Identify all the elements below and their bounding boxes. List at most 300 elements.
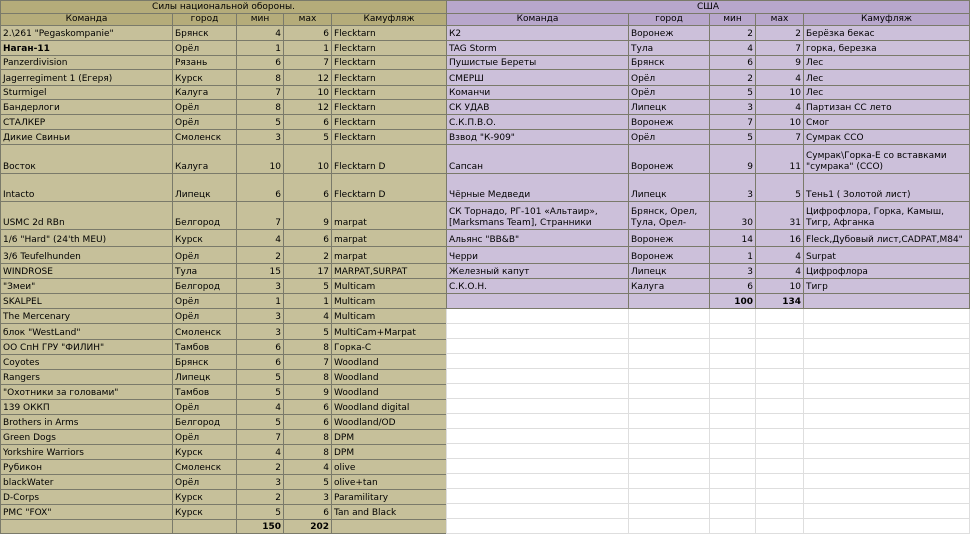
totals-row [447,294,970,309]
city-cell: Орёл [173,247,237,264]
camo-cell: Flecktarn [332,26,447,41]
empty-cell [447,339,629,354]
table-row [1,174,447,202]
min-cell: 6 [710,279,756,294]
table-row [447,100,970,115]
team-cell: Пушистые Береты [447,56,629,70]
table-row [447,130,970,145]
min-cell: 1 [710,247,756,264]
team-cell: СМЕРШ [447,70,629,86]
team-cell: ОО СпН ГРУ "ФИЛИН" [1,340,173,355]
table-row [447,115,970,130]
min-cell: 7 [237,86,284,100]
team-cell: Команчи [447,86,629,100]
max-cell: 6 [284,505,332,520]
min-cell: 3 [237,475,284,490]
empty-cell [629,414,710,429]
table-row [1,100,447,115]
min-cell: 8 [237,100,284,115]
empty-row [447,384,970,399]
team-cell: Восток [1,145,173,174]
min-cell: 3 [237,279,284,294]
total-max: 134 [756,294,804,309]
empty-cell [447,294,629,309]
empty-cell [804,384,970,399]
max-cell: 1 [284,41,332,56]
table-row [1,415,447,430]
city-cell: Калуга [173,86,237,100]
max-cell: 6 [284,26,332,41]
city-cell: Тамбов [173,340,237,355]
table-row [447,230,970,247]
table-row [1,324,447,340]
table-row [447,86,970,100]
team-cell: 3/6 Teufelhunden [1,247,173,264]
table-row [1,145,447,174]
empty-cell [710,474,756,489]
usa-table [446,0,970,534]
max-cell: 6 [284,115,332,130]
camo-cell: Flecktarn [332,70,447,86]
max-cell: 3 [284,490,332,505]
empty-cell [804,519,970,534]
empty-cell [710,309,756,324]
camo-cell: горка, березка [804,41,970,56]
empty-cell [756,339,804,354]
team-cell: The Mercenary [1,309,173,324]
camo-cell: Сумрак\Горка-Е со вставками "сумрака" (ССО) [804,145,970,174]
empty-cell [710,429,756,444]
camo-cell: marpat [332,247,447,264]
max-cell: 8 [284,340,332,355]
max-cell: 10 [756,115,804,130]
max-cell: 5 [284,475,332,490]
empty-cell [710,369,756,384]
min-cell: 4 [237,445,284,460]
team-cell: СК Торнадо, РГ-101 «Альтаир», [Marksmans Team], Странники [447,202,629,230]
empty-cell [756,354,804,369]
empty-cell [710,399,756,414]
max-cell: 8 [284,370,332,385]
city-cell: Воронеж [629,230,710,247]
max-cell: 10 [756,279,804,294]
min-cell: 4 [237,26,284,41]
empty-row [447,309,970,324]
camo-cell: Flecktarn [332,100,447,115]
max-cell: 10 [284,86,332,100]
table-row [1,355,447,370]
min-cell: 3 [237,130,284,145]
team-cell: Panzerdivision [1,56,173,70]
table-row [447,70,970,86]
empty-cell [629,474,710,489]
empty-cell [629,399,710,414]
camo-cell: Цифрофлора, Горка, Камыш, Тигр, Афганка [804,202,970,230]
city-cell: Смоленск [173,324,237,340]
team-cell: 1/6 "Hard" (24'th MEU) [1,230,173,247]
min-cell: 9 [710,145,756,174]
table-row [447,41,970,56]
table-row [1,56,447,70]
team-cell: С.К.П.В.О. [447,115,629,130]
max-cell: 6 [284,415,332,430]
team-cell: Наган-11 [1,41,173,56]
empty-cell [447,324,629,339]
max-cell: 9 [756,56,804,70]
city-cell: Рязань [173,56,237,70]
max-cell: 9 [284,202,332,230]
max-cell: 5 [756,174,804,202]
camo-cell: DPM [332,445,447,460]
team-cell: Сапсан [447,145,629,174]
min-cell: 2 [710,26,756,41]
empty-cell [447,444,629,459]
camo-cell: Woodland digital [332,400,447,415]
city-cell: Смоленск [173,130,237,145]
city-cell: Орёл [173,115,237,130]
min-cell: 6 [237,340,284,355]
city-cell: Брянск [629,56,710,70]
empty-row [447,429,970,444]
camo-cell: Партизан СС лето [804,100,970,115]
min-cell: 6 [237,355,284,370]
city-cell: Курск [173,445,237,460]
team-cell: Intacto [1,174,173,202]
max-cell: 6 [284,174,332,202]
empty-cell [629,429,710,444]
empty-cell [804,369,970,384]
max-cell: 4 [284,460,332,475]
max-cell: 2 [756,26,804,41]
team-cell: 2.\261 "Pegaskompanie" [1,26,173,41]
empty-cell [804,309,970,324]
camo-cell: Flecktarn [332,41,447,56]
table-row [1,400,447,415]
team-cell: USMC 2d RBn [1,202,173,230]
empty-cell [629,519,710,534]
team-cell: WINDROSE [1,264,173,279]
empty-cell [629,504,710,519]
empty-cell [804,294,970,309]
camo-cell: Fleck,Дубовый лист,CADPAT,M84" [804,230,970,247]
empty-cell [447,414,629,429]
table-row [1,70,447,86]
empty-cell [710,339,756,354]
table-row [1,279,447,294]
table-row [1,460,447,475]
table-row [1,294,447,309]
empty-cell [804,459,970,474]
max-cell: 7 [284,355,332,370]
min-cell: 2 [237,460,284,475]
team-cell: Yorkshire Warriors [1,445,173,460]
camo-cell: Woodland [332,385,447,400]
max-cell: 4 [756,264,804,279]
max-cell: 12 [284,100,332,115]
empty-cell [804,489,970,504]
camo-cell: MARPAT,SURPAT [332,264,447,279]
camo-cell: Берёзка бекас [804,26,970,41]
city-cell: Орёл [173,430,237,445]
max-cell: 7 [284,56,332,70]
empty-cell [710,504,756,519]
table-row [1,26,447,41]
total-max: 202 [284,520,332,534]
empty-cell [173,520,237,534]
team-cell: SKALPEL [1,294,173,309]
table-row [1,475,447,490]
empty-cell [447,474,629,489]
team-cell: Бандерлоги [1,100,173,115]
empty-cell [629,459,710,474]
empty-cell [710,489,756,504]
city-cell: Воронеж [629,145,710,174]
team-cell: Coyotes [1,355,173,370]
empty-cell [447,309,629,324]
empty-cell [710,414,756,429]
team-cell: С.К.О.Н. [447,279,629,294]
city-cell: Брянск [173,355,237,370]
empty-row [447,444,970,459]
min-cell: 5 [710,86,756,100]
camo-cell: Woodland [332,370,447,385]
empty-row [447,339,970,354]
table-row [1,309,447,324]
max-cell: 4 [284,309,332,324]
city-cell: Тамбов [173,385,237,400]
empty-cell [447,504,629,519]
max-cell: 16 [756,230,804,247]
empty-cell [447,369,629,384]
city-cell: Орёл [173,100,237,115]
empty-cell [629,354,710,369]
empty-cell [332,520,447,534]
empty-cell [756,489,804,504]
team-cell: Чёрные Медведи [447,174,629,202]
empty-cell [447,399,629,414]
city-cell: Орёл [629,70,710,86]
team-cell: Sturmigel [1,86,173,100]
team-cell: blackWater [1,475,173,490]
team-cell: "Змеи" [1,279,173,294]
camo-cell: Горка-С [332,340,447,355]
city-cell: Липецк [173,174,237,202]
total-min: 100 [710,294,756,309]
team-cell: СК УДАВ [447,100,629,115]
table-row [447,26,970,41]
table-row [1,490,447,505]
city-cell: Липецк [629,264,710,279]
empty-cell [629,309,710,324]
header-camo: Камуфляж [332,14,447,26]
empty-cell [756,324,804,339]
min-cell: 8 [237,70,284,86]
city-cell: Смоленск [173,460,237,475]
table-row [447,56,970,70]
city-cell: Курск [173,230,237,247]
min-cell: 3 [710,100,756,115]
nato-defense-table [0,0,447,534]
empty-cell [756,519,804,534]
camo-cell: Multicam [332,294,447,309]
city-cell: Брянск, Орел, Тула, Орел- [629,202,710,230]
min-cell: 5 [237,385,284,400]
empty-cell [756,369,804,384]
table-row [447,174,970,202]
camo-cell: Woodland/OD [332,415,447,430]
city-cell: Белгород [173,279,237,294]
city-cell: Белгород [173,202,237,230]
table-row [1,247,447,264]
team-cell: Дикие Свиньи [1,130,173,145]
camo-cell: Flecktarn [332,130,447,145]
empty-cell [756,444,804,459]
total-min: 150 [237,520,284,534]
empty-cell [1,520,173,534]
empty-cell [447,429,629,444]
empty-cell [629,324,710,339]
team-cell: Green Dogs [1,430,173,445]
empty-cell [756,309,804,324]
table-row [1,385,447,400]
city-cell: Тула [173,264,237,279]
min-cell: 2 [710,70,756,86]
max-cell: 4 [756,100,804,115]
min-cell: 5 [237,415,284,430]
city-cell: Тула [629,41,710,56]
city-cell: Воронеж [629,115,710,130]
min-cell: 3 [710,264,756,279]
camo-cell: Multicam [332,279,447,294]
city-cell: Курск [173,505,237,520]
empty-row [447,504,970,519]
city-cell: Калуга [629,279,710,294]
table-row [1,430,447,445]
min-cell: 1 [237,294,284,309]
camo-cell: Лес [804,56,970,70]
camo-cell: Flecktarn [332,86,447,100]
city-cell: Липецк [173,370,237,385]
min-cell: 6 [710,56,756,70]
max-cell: 10 [284,145,332,174]
min-cell: 2 [237,490,284,505]
camo-cell: Цифрофлора [804,264,970,279]
min-cell: 30 [710,202,756,230]
empty-cell [710,384,756,399]
empty-cell [756,504,804,519]
team-cell: Черри [447,247,629,264]
header-team: Команда [1,14,173,26]
max-cell: 8 [284,445,332,460]
min-cell: 4 [237,400,284,415]
min-cell: 7 [237,430,284,445]
header-team: Команда [447,14,629,26]
empty-row [447,459,970,474]
camo-cell: Flecktarn [332,56,447,70]
table-row [447,247,970,264]
empty-cell [710,459,756,474]
empty-row [447,354,970,369]
left-table-title: Силы национальной обороны. [1,1,447,14]
camo-cell: Тень1 ( Золотой лист) [804,174,970,202]
empty-row [447,474,970,489]
empty-row [447,414,970,429]
empty-cell [804,354,970,369]
city-cell: Воронеж [629,26,710,41]
camo-cell: Сумрак ССО [804,130,970,145]
max-cell: 6 [284,230,332,247]
table-row [447,202,970,230]
empty-cell [804,399,970,414]
camo-cell: Paramilitary [332,490,447,505]
camo-cell: Тигр [804,279,970,294]
empty-cell [804,444,970,459]
table-row [1,370,447,385]
empty-cell [629,444,710,459]
table-row [1,505,447,520]
min-cell: 5 [710,130,756,145]
max-cell: 31 [756,202,804,230]
camo-cell: Flecktarn D [332,174,447,202]
min-cell: 15 [237,264,284,279]
min-cell: 5 [237,115,284,130]
empty-row [447,519,970,534]
header-max: мах [284,14,332,26]
min-cell: 7 [710,115,756,130]
team-cell: D-Corps [1,490,173,505]
team-cell: блок "WestLand" [1,324,173,340]
city-cell: Орёл [173,294,237,309]
camo-cell: olive+tan [332,475,447,490]
table-row [1,264,447,279]
team-cell: Jagerregiment 1 (Егеря) [1,70,173,86]
team-cell: TAG Storm [447,41,629,56]
header-city: город [629,14,710,26]
team-cell: К2 [447,26,629,41]
empty-cell [756,399,804,414]
table-row [1,230,447,247]
empty-cell [710,519,756,534]
min-cell: 6 [237,56,284,70]
city-cell: Калуга [173,145,237,174]
camo-cell: Surpat [804,247,970,264]
max-cell: 10 [756,86,804,100]
header-camo: Камуфляж [804,14,970,26]
min-cell: 14 [710,230,756,247]
empty-cell [804,414,970,429]
empty-cell [710,324,756,339]
camo-cell: Multicam [332,309,447,324]
team-cell: Взвод "К-909" [447,130,629,145]
right-table-title: США [447,1,970,14]
camo-cell: Лес [804,86,970,100]
empty-cell [447,354,629,369]
city-cell: Орёл [173,309,237,324]
camo-cell: Flecktarn D [332,145,447,174]
team-cell: Железный капут [447,264,629,279]
city-cell: Курск [173,70,237,86]
min-cell: 6 [237,174,284,202]
empty-cell [629,294,710,309]
empty-cell [447,459,629,474]
empty-cell [447,519,629,534]
empty-cell [629,384,710,399]
max-cell: 4 [756,70,804,86]
max-cell: 8 [284,430,332,445]
city-cell: Орёл [629,86,710,100]
min-cell: 1 [237,41,284,56]
empty-cell [804,324,970,339]
